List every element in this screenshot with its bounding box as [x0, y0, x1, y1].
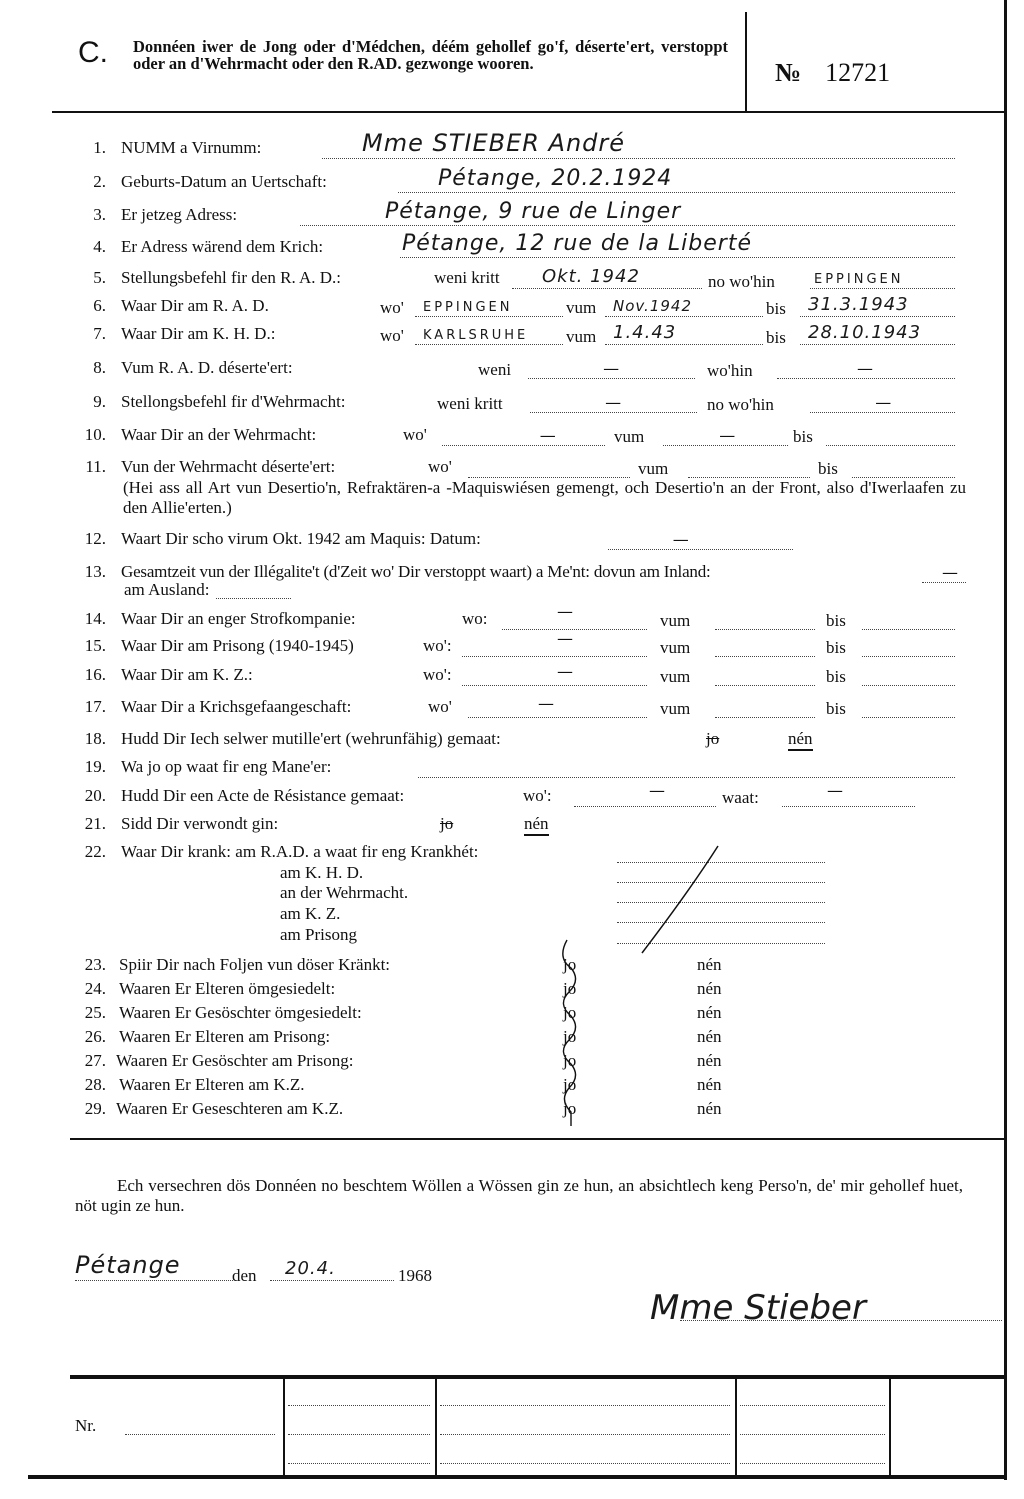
vum-label: vum	[660, 611, 691, 630]
rad-order-where-field[interactable]	[810, 268, 955, 289]
yesno-row	[0, 979, 1000, 1001]
wo-label: wo:	[462, 609, 488, 628]
birth-field[interactable]	[398, 166, 955, 193]
handwritten-value: Pétange	[75, 1251, 181, 1279]
dash-mark: —	[719, 426, 736, 445]
row-label: Waaren Er Gesöschter am Prisong:	[116, 1051, 354, 1070]
section-divider	[70, 1138, 1005, 1140]
desertion-note: (Hei ass all Art vun Desertio'n, Refraktären-a -Maquiswiésen gemengt, och Desertio'n an der Front, also d'Iwerlaafen zu den Allie'erten.)	[123, 478, 966, 517]
row-number: 5.	[93, 268, 106, 287]
bis-label: bis	[826, 667, 846, 686]
dash-mark: —	[875, 393, 892, 412]
dash-mark: —	[603, 359, 620, 378]
yes-option[interactable]: jo	[563, 1027, 577, 1046]
den-label: den	[232, 1266, 257, 1285]
handwritten-value: 28.10.1943	[808, 322, 922, 343]
date-field[interactable]	[270, 1260, 394, 1281]
yesno-row	[0, 955, 1000, 977]
pow-until-field[interactable]	[862, 697, 955, 718]
vum-label: vum	[566, 298, 597, 317]
desertion-from-field[interactable]	[688, 457, 810, 478]
row-number: 2.	[93, 172, 106, 191]
form-number	[775, 58, 890, 88]
yes-option[interactable]: jo	[706, 729, 720, 748]
wo-label: wo'	[380, 326, 404, 345]
handwritten-value: Pétange, 9 rue de Linger	[385, 199, 682, 224]
dash-mark: —	[942, 563, 958, 582]
yes-option[interactable]: jo	[563, 1003, 577, 1022]
wo-label: wo'	[380, 298, 404, 317]
war-address-field[interactable]	[400, 231, 955, 258]
maquis-date-field[interactable]	[608, 529, 793, 550]
wo-label: wo'	[403, 425, 427, 444]
row-12	[0, 529, 1000, 553]
dash-mark: —	[649, 781, 665, 800]
desertion-where-field[interactable]	[468, 457, 630, 478]
row-label: Waaren Er Elteren am Prisong:	[119, 1027, 331, 1046]
row-number: 26.	[84, 1027, 106, 1046]
yes-option[interactable]: jo	[440, 814, 454, 833]
row-label: Hudd Dir een Acte de Résistance gemaat:	[121, 786, 405, 805]
vum-label: vum	[660, 667, 691, 686]
row-label: Waar Dir am K. H. D.:	[121, 324, 276, 343]
row-label: Waaren Er Elteren am K.Z.	[119, 1075, 305, 1094]
row-15	[0, 629, 1000, 660]
row-label: Waar Dir am R. A. D.	[121, 296, 269, 315]
no-option[interactable]: nén	[524, 814, 549, 836]
wo-label: wo'	[428, 697, 452, 716]
wehrmacht-order-when-field[interactable]	[530, 392, 697, 413]
row-label: Hudd Dir Iech selwer mutille'ert (wehrunfähig) gemaat:	[121, 729, 501, 748]
table-cell-field[interactable]	[740, 1443, 885, 1464]
row-17	[0, 694, 1000, 721]
prison-from-field[interactable]	[715, 636, 815, 657]
handwritten-value: 1.4.43	[613, 322, 677, 343]
row-label: Gesamtzeit vun der Illégalite't (d'Zeit wo' Dir verstoppt waart) a Me'nt: dovun am Inland:	[121, 562, 711, 581]
row-18	[0, 729, 1000, 753]
yesno-row	[0, 1051, 1000, 1073]
handwritten-value: Nov.1942	[613, 297, 692, 315]
handwritten-value: EPPINGEN	[814, 272, 904, 287]
when-label: weni kritt	[437, 394, 503, 413]
dash-mark: —	[539, 426, 556, 445]
row-number: 16.	[84, 665, 106, 684]
row-label: Stellongsbefehl fir d'Wehrmacht:	[121, 392, 346, 411]
row-number: 13.	[84, 562, 106, 581]
row-label: Waar Dir am Prisong (1940-1945)	[121, 636, 354, 655]
row-label: Er Adress wärend dem Krich:	[121, 237, 324, 256]
table-cell-field[interactable]	[288, 1414, 430, 1435]
no-option[interactable]: nén	[697, 955, 722, 974]
declaration-text: Ech versechren dös Donnéen no beschtem Wöllen a Wössen gin ze hun, an absichtlech keng Perso'n, de' mir gehollef huet, nöt ugin ze hun.	[75, 1176, 963, 1215]
row-5	[0, 268, 1000, 292]
row-label: Spiir Dir nach Foljen vun döser Kränkt:	[119, 955, 391, 974]
dash-mark: —	[672, 530, 689, 549]
row-number: 3.	[93, 205, 106, 224]
rad-order-date-field[interactable]	[512, 268, 702, 289]
bis-label: bis	[826, 638, 846, 657]
no-option[interactable]: nén	[788, 729, 813, 751]
handwritten-value: KARLSRUHE	[423, 328, 529, 343]
rad-until-field[interactable]	[800, 296, 955, 317]
row-8	[0, 358, 1000, 382]
dash-mark: —	[857, 359, 873, 378]
kz-until-field[interactable]	[862, 665, 955, 686]
rad-from-field[interactable]	[605, 296, 763, 317]
row-number: 27.	[84, 1051, 106, 1070]
vum-label: vum	[660, 699, 691, 718]
sublabel: am K. Z.	[280, 904, 341, 923]
row-number: 28.	[84, 1075, 106, 1094]
kz-from-field[interactable]	[715, 665, 815, 686]
row-label: Waaren Er Elteren ömgesiedelt:	[119, 979, 336, 998]
yes-option[interactable]: jo	[563, 1099, 577, 1118]
number-sign: №	[775, 58, 802, 87]
dash-mark: —	[827, 781, 843, 800]
bis-label: bis	[826, 611, 846, 630]
sublabel: am K. H. D.	[280, 863, 364, 882]
yesno-row	[0, 1099, 1000, 1121]
place-field[interactable]	[75, 1251, 233, 1281]
rad-where-field[interactable]	[415, 296, 563, 317]
row-22	[0, 842, 1000, 946]
row-21	[0, 814, 1000, 838]
dash-mark: —	[557, 662, 573, 681]
row-number: 15.	[84, 636, 106, 655]
wo-label: wo':	[523, 786, 552, 805]
row-label: Waar Dir an der Wehrmacht:	[121, 425, 317, 444]
wo-label: wo'	[428, 457, 452, 476]
row-2	[0, 166, 1000, 196]
inland-months-field[interactable]	[922, 562, 966, 583]
wehrmacht-from-field[interactable]	[663, 425, 788, 446]
resistance-where-field[interactable]	[574, 781, 716, 807]
pow-where-field[interactable]	[468, 694, 647, 718]
what-label: waat:	[722, 788, 759, 807]
dash-mark: —	[557, 629, 573, 648]
handwritten-value: Okt. 1942	[542, 266, 640, 287]
prison-where-field[interactable]	[462, 629, 647, 657]
row-4	[0, 231, 1000, 261]
year-label: 1968	[398, 1266, 432, 1285]
row-1	[0, 129, 1000, 162]
dash-mark: —	[605, 393, 622, 412]
row-number: 23.	[84, 955, 106, 974]
table-column-divider	[735, 1378, 737, 1476]
handwritten-value: Mme STIEBER André	[362, 129, 626, 157]
kz-where-field[interactable]	[462, 662, 647, 686]
table-cell-field[interactable]	[440, 1385, 730, 1406]
row-number: 1.	[93, 138, 106, 157]
handwritten-value: Pétange, 20.2.1924	[438, 166, 673, 191]
header-rule	[52, 111, 1005, 113]
sublabel: am Prisong	[280, 925, 357, 944]
no-option[interactable]: nén	[697, 1003, 722, 1022]
bis-label: bis	[766, 299, 786, 318]
wo-label: wo':	[423, 665, 452, 684]
yes-option[interactable]: jo	[563, 979, 577, 998]
pow-from-field[interactable]	[715, 697, 815, 718]
right-border	[1004, 0, 1007, 1480]
handwritten-value: 31.3.1943	[808, 294, 909, 315]
row-number: 4.	[93, 237, 106, 256]
row-7	[0, 324, 1000, 348]
footer-top-rule	[70, 1375, 1005, 1379]
sublabel: an der Wehrmacht.	[280, 883, 409, 902]
row-label: Er jetzeg Adress:	[121, 205, 238, 224]
yes-option[interactable]: jo	[563, 1051, 577, 1070]
abroad-label: am Ausland:	[124, 580, 210, 599]
row-number: 25.	[84, 1003, 106, 1022]
penal-company-from-field[interactable]	[715, 609, 815, 630]
no-option[interactable]: nén	[697, 1051, 722, 1070]
rad-desert-when-field[interactable]	[528, 358, 695, 379]
no-option[interactable]: nén	[697, 1099, 722, 1118]
handwritten-value: Pétange, 12 rue de la Liberté	[402, 231, 752, 256]
row-number: 29.	[84, 1099, 106, 1118]
vum-label: vum	[614, 427, 645, 446]
row-number: 6.	[93, 296, 106, 315]
dash-mark: —	[538, 694, 554, 713]
row-16	[0, 662, 1000, 689]
where-label: wo'hin	[707, 361, 753, 380]
row-label: Waaren Er Geseschteren am K.Z.	[116, 1099, 344, 1118]
nr-label: Nr.	[75, 1416, 97, 1435]
bis-label: bis	[826, 699, 846, 718]
bis-label: bis	[818, 459, 838, 478]
row-10	[0, 425, 1000, 449]
where-label: no wo'hin	[708, 272, 775, 291]
row-14	[0, 602, 1000, 633]
nr-field[interactable]	[125, 1414, 275, 1435]
name-field[interactable]	[322, 129, 955, 159]
handwritten-value: 20.4.	[285, 1258, 336, 1279]
form-title: Donnéen iwer de Jong oder d'Médchen, déém gehollef go'f, déserte'ert, verstoppt oder an d'Wehrmacht oder den R.AD. gezwonge wooren.	[133, 37, 728, 73]
current-address-field[interactable]	[300, 199, 955, 226]
rad-desert-where-field[interactable]	[777, 358, 955, 379]
vum-label: vum	[638, 459, 669, 478]
row-3	[0, 199, 1000, 229]
row-number: 21.	[84, 814, 106, 833]
yes-option[interactable]: jo	[563, 955, 577, 974]
when-label: weni	[478, 360, 512, 379]
row-label: Waar Dir am K. Z.:	[121, 665, 253, 684]
table-column-divider	[283, 1378, 285, 1476]
table-cell-field[interactable]	[440, 1414, 730, 1435]
manner-field[interactable]	[418, 757, 955, 778]
row-number: 8.	[93, 358, 106, 377]
footer-bottom-rule	[28, 1475, 1007, 1479]
row-number: 17.	[84, 697, 106, 716]
row-number: 10.	[84, 425, 106, 444]
vum-label: vum	[566, 327, 597, 346]
row-label: Vun der Wehrmacht déserte'ert:	[121, 457, 336, 476]
khd-until-field[interactable]	[800, 324, 955, 345]
row-label: Waaren Er Gesöschter ömgesiedelt:	[119, 1003, 362, 1022]
row-label: Waart Dir scho virum Okt. 1942 am Maquis: Datum:	[121, 529, 481, 548]
yesno-row	[0, 1075, 1000, 1097]
khd-from-field[interactable]	[605, 324, 763, 345]
row-6	[0, 296, 1000, 320]
row-number: 19.	[84, 757, 106, 776]
dash-mark: —	[557, 602, 573, 621]
vum-label: vum	[660, 638, 691, 657]
row-20	[0, 781, 1000, 810]
table-cell-field[interactable]	[740, 1414, 885, 1435]
no-option[interactable]: nén	[697, 1075, 722, 1094]
when-label: weni kritt	[434, 268, 500, 287]
bis-label: bis	[793, 427, 813, 446]
abroad-months-field[interactable]	[216, 578, 291, 599]
table-cell-field[interactable]	[740, 1385, 885, 1406]
row-label: Stellungsbefehl fir den R. A. D.:	[121, 268, 342, 287]
row-label: Waar Dir a Krichsgefaangeschaft:	[121, 697, 352, 716]
number-value: 12721	[825, 58, 891, 87]
row-number: 14.	[84, 609, 106, 628]
penal-company-until-field[interactable]	[862, 609, 955, 630]
row-number: 22.	[84, 842, 106, 861]
row-label: Wa jo op waat fir eng Mane'er:	[121, 757, 332, 776]
row-9	[0, 392, 1000, 416]
row-label: Vum R. A. D. déserte'ert:	[121, 358, 293, 377]
strike-through-slash-mark	[600, 840, 760, 960]
handwritten-value: EPPINGEN	[423, 300, 513, 315]
row-label: Waar Dir an enger Strofkompanie:	[121, 609, 356, 628]
resistance-what-field[interactable]	[782, 781, 915, 807]
wavy-brace-mark	[555, 938, 585, 1128]
table-column-divider	[435, 1378, 437, 1476]
table-cell-field[interactable]	[288, 1443, 430, 1464]
wehrmacht-until-field[interactable]	[826, 425, 955, 446]
signature-field[interactable]	[650, 1288, 1002, 1328]
desertion-until-field[interactable]	[852, 457, 955, 478]
wehrmacht-order-where-field[interactable]	[810, 392, 955, 413]
row-number: 18.	[84, 729, 106, 748]
table-cell-field[interactable]	[288, 1385, 430, 1406]
no-option[interactable]: nén	[697, 1027, 722, 1046]
row-number: 20.	[84, 786, 106, 805]
section-letter: C.	[78, 36, 108, 69]
row-number: 11.	[85, 457, 106, 476]
row-number: 12.	[84, 529, 106, 548]
yesno-row	[0, 1003, 1000, 1025]
row-number: 24.	[84, 979, 106, 998]
khd-where-field[interactable]	[415, 324, 563, 345]
wo-label: wo':	[423, 636, 452, 655]
yes-option[interactable]: jo	[563, 1075, 577, 1094]
row-13	[0, 562, 1000, 604]
row-label: NUMM a Virnumm:	[121, 138, 262, 157]
penal-company-where-field[interactable]	[502, 602, 647, 630]
table-column-divider	[889, 1378, 891, 1476]
row-number: 9.	[93, 392, 106, 411]
row-label: Sidd Dir verwondt gin:	[121, 814, 279, 833]
row-label: Geburts-Datum an Uertschaft:	[121, 172, 327, 191]
prison-until-field[interactable]	[862, 636, 955, 657]
signature: Mme Stieber	[650, 1288, 866, 1328]
table-cell-field[interactable]	[440, 1443, 730, 1464]
where-label: no wo'hin	[707, 395, 774, 414]
no-option[interactable]: nén	[697, 979, 722, 998]
row-number: 7.	[93, 324, 106, 343]
wehrmacht-where-field[interactable]	[442, 425, 605, 446]
bis-label: bis	[766, 328, 786, 347]
yesno-row	[0, 1027, 1000, 1049]
row-label: Waar Dir krank: am R.A.D. a waat fir eng Krankhét:	[121, 842, 479, 861]
header-divider	[745, 12, 747, 112]
row-19	[0, 757, 1000, 781]
